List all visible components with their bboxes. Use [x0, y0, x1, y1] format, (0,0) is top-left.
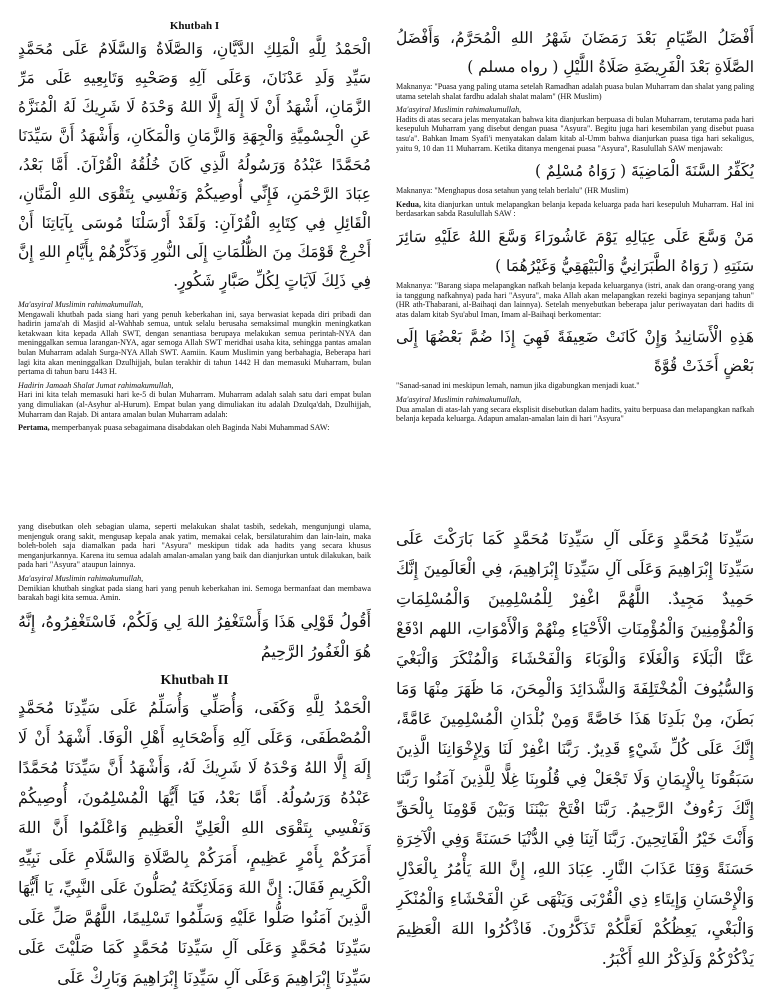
salutation-3: Ma'asyiral Muslimin rahimakumullah,: [396, 105, 522, 115]
salutation-5: Ma'asyiral Muslimin rahimakumullah,: [18, 573, 144, 583]
arabic-opening-text: الْحَمْدُ لِلَّهِ الْمَلِكِ الدَّيَّانِ، وَالصَّلَاةُ وَالسَّلَامُ عَلَى مُحَمَّدٍ سَيِّدِ وَلَدِ عَدْنَانَ، وَعَلَى آلِهِ وَصَحْبِهِ وَتَابِعِيهِ عَلَى مَرِّ الزَّمَانِ، أَشْهَدُ أَنْ لَا إِلَهَ إِلَّا اللهُ وَحْدَهُ لَا شَرِيكَ لَهُ الْمُنَزَّهُ عَنِ الْجِسْمِيَّةِ وَالْجِهَةِ وَالزَّمَانِ وَالْمَكَانِ، وَأَشْهَدُ أَنَّ سَيِّدَنَا مُحَمَّدًا عَبْدُهُ وَرَسُولُهُ الَّذِي كَانَ خُلُقُهُ الْقُرْآنَ. أَمَّا بَعْدُ، عِبَادَ الرَّحْمَنِ، فَإِنِّي أُوصِيكُمْ وَنَفْسِي بِتَقْوَى اللهِ الْمَنَّانِ، الْقَائِلِ فِي كِتَابِهِ الْقُرْآنِ: وَلَقَدْ أَرْسَلْنَا مُوسَى بِآيَاتِنَا أَنْ أَخْرِجْ قَوْمَكَ مِنَ الظُّلُمَاتِ إِلَى النُّورِ وَذَكِّرْهُمْ بِأَيَّامِ اللهِ إِنَّ فِي ذَلِكَ لَآيَاتٍ لِكُلِّ صَبَّارٍ شَكُورٍ.: [18, 40, 371, 290]
paragraph-5-text: kita dianjurkan untuk melapangkan belanja kepada keluarga pada hari kesepuluh Muharram. Hal ini berdasarkan sabda Rasulullah SAW :: [396, 199, 754, 219]
salutation-1: Ma'asyiral Muslimin rahimakumullah,: [18, 300, 144, 309]
column-bottom-right: [396, 524, 754, 994]
hadith-2-arabic: يُكَفِّرُ السَّنَةَ الْمَاضِيَةَ ( رَوَاهُ مُسْلِمٌ ): [534, 162, 754, 181]
hadith-3-meaning: Maknanya: "Barang siapa melapangkan nafkah belanja kepada keluarganya (istri, anak dan orang-orang yang ia tanggung nafkahnya) pada hari "Asyura", maka Allah akan melapangkan rezeki baginya sepanjang tahun" (HR ath-Thabarani, al-Baihaqi dan lainnya). Setelah menyebutkan beberapa jalur periwayatan dari hadits di atas dalam kitab Syu'abul Iman, Imam al-Baihaqi berkomentar:: [396, 280, 754, 319]
doa-arabic: سَيِّدِنَا مُحَمَّدٍ وَعَلَى آلِ سَيِّدِنَا مُحَمَّدٍ كَمَا بَارَكْتَ عَلَى سَيِّدِنَا إِبْرَاهِيمَ وَعَلَى آلِ سَيِّدِنَا إِبْرَاهِيمَ، فِي الْعَالَمِينَ إِنَّكَ حَمِيدٌ مَجِيدٌ. اللَّهُمَّ اغْفِرْ لِلْمُسْلِمِينَ وَالْمُسْلِمَاتِ وَالْمُؤْمِنِينَ وَالْمُؤْمِنَاتِ الْأَحْيَاءِ مِنْهُمْ وَالْأَمْوَاتِ، اللهم ادْفَعْ عَنَّا الْبَلَاءَ وَالْغَلَاءَ وَالْوَبَاءَ وَالْفَحْشَاءَ وَالْمُنْكَرَ وَالْبَغْيَ وَالسُّيُوفَ الْمُخْتَلِفَةَ وَالشَّدَائِدَ وَالْمِحَنَ، مَا ظَهَرَ مِنْهَا وَمَا بَطَنَ، مِنْ بَلَدِنَا هَذَا خَاصَّةً وَمِنْ بُلْدَانِ الْمُسْلِمِينَ عَامَّةً، إِنَّكَ عَلَى كُلِّ شَيْءٍ قَدِيرٌ. رَبَّنَا اغْفِرْ لَنَا وَلِإِخْوَانِنَا الَّذِينَ سَبَقُونَا بِالْإِيمَانِ وَلَا تَجْعَلْ فِي قُلُوبِنَا غِلًّا لِلَّذِينَ آمَنُوا رَبَّنَا إِنَّكَ رَءُوفٌ الرَّحِيمُ. رَبَّنَا افْتَحْ بَيْنَنَا وَبَيْنَ قَوْمِنَا بِالْحَقِّ وَأَنْتَ خَيْرُ الْفَاتِحِينَ. رَبَّنَا آتِنَا فِي الدُّنْيَا حَسَنَةً وَفِي الْآخِرَةِ حَسَنَةً وَقِنَا عَذَابَ النَّارِ. عِبَادَ اللهِ، إِنَّ اللهَ يَأْمُرُ بِالْعَدْلِ وَالْإِحْسَانِ وَإِيتَاءِ ذِي الْقُرْبَى وَيَنْهَى عَنِ الْفَحْشَاءِ وَالْمُنْكَرِ وَالْبَغْيِ، يَعِظُكُمْ لَعَلَّكُمْ تَذَكَّرُونَ. فَاذْكُرُوا اللهَ الْعَظِيمَ يَذْكُرْكُمْ وَلَذِكْرُ اللهِ أَكْبَرُ.: [396, 529, 754, 968]
paragraph-3: [18, 423, 371, 433]
hadith-3-arabic: مَنْ وَسَّعَ عَلَى عِيَالِهِ يَوْمَ عَاشُورَاءَ وَسَّعَ اللهُ عَلَيْهِ سَائِرَ سَنَتِهِ ( رَوَاهُ الطَّبَرَانِيُّ وَالْبَيْهَقِيُّ وَغَيْرُهُمَا ): [396, 227, 754, 275]
paragraph-7: yang disebutkan oleh sebagian ulama, seperti melakukan shalat tasbih, sedekah, mengunjungi ulama, menjenguk orang sakit, mengusap kepala anak yatim, memakai celak, bersilaturahim dan lain-lain, maka boleh-boleh saja diamalkan pada hari "Asyura" meskipun tidak ada hadits yang secara khusus menganjurkannya. Karena itu semua adalah amalan-amalan yang baik dan dianjurkan untuk dilakukan, baik pada hari "Asyura" ataupun lainnya.: [18, 522, 371, 570]
hadith-1-meaning: Maknanya: "Puasa yang paling utama setelah Ramadhan adalah puasa bulan Muharram dan shalat yang paling utama setelah shalat fardhu adalah shalat malam" (HR Muslim): [396, 82, 754, 101]
paragraph-5-lead: Kedua,: [396, 199, 421, 209]
baihaqi-quote-arabic: هَذِهِ الْأَسَانِيدُ وَإِنْ كَانَتْ ضَعِيفَةً فَهِيَ إِذَا ضُمَّ بَعْضُهَا إِلَى بَعْضٍ أَخَذَتْ قُوَّةً: [396, 328, 754, 376]
paragraph-6: Dua amalan di atas-lah yang secara eksplisit disebutkan dalam hadits, yaitu berpuasa dan melapangkan nafkah belanja kepada keluarga. Adapun amalan-amalan lain di hari "Asyura": [396, 404, 754, 424]
paragraph-8: Demikian khutbah singkat pada siang hari yang penuh keberkahan ini. Semoga bermanfaat dan membawa barakah bagi kita semua. Amin.: [18, 583, 371, 603]
paragraph-3-lead: Pertama,: [18, 423, 50, 433]
khutbah-2-arabic: الْحَمْدُ لِلَّهِ وَكَفَى، وَأُصَلِّي وَأُسَلِّمُ عَلَى سَيِّدِنَا مُحَمَّدٍ الْمُصْطَفَى، وَعَلَى آلِهِ وَأَصْحَابِهِ أَهْلِ الْوَفَا. أَشْهَدُ أَنْ لَا إِلَهَ إِلَّا اللهُ وَحْدَهُ لَا شَرِيكَ لَهُ، وَأَشْهَدُ أَنَّ سَيِّدَنَا مُحَمَّدًا عَبْدُهُ وَرَسُولُهُ. أَمَّا بَعْدُ، فَيَا أَيُّهَا الْمُسْلِمُونَ، أُوصِيكُمْ وَنَفْسِي بِتَقْوَى اللهِ الْعَلِيِّ الْعَظِيمِ وَاعْلَمُوا أَنَّ اللهَ أَمَرَكُمْ بِأَمْرٍ عَظِيمٍ، أَمَرَكُمْ بِالصَّلَاةِ وَالسَّلَامِ عَلَى نَبِيِّهِ الْكَرِيمِ فَقَالَ: إِنَّ اللهَ وَمَلَائِكَتَهُ يُصَلُّونَ عَلَى النَّبِيِّ، يَا أَيُّهَا الَّذِينَ آمَنُوا صَلُّوا عَلَيْهِ وَسَلِّمُوا تَسْلِيمًا، اللَّهُمَّ صَلِّ عَلَى سَيِّدِنَا مُحَمَّدٍ وَعَلَى آلِ سَيِّدِنَا مُحَمَّدٍ كَمَا صَلَّيْتَ عَلَى سَيِّدِنَا إِبْرَاهِيمَ وَعَلَى آلِ سَيِّدِنَا إِبْرَاهِيمَ وَبَارِكْ عَلَى: [18, 697, 371, 987]
paragraph-1: Mengawali khutbah pada siang hari yang penuh keberkahan ini, saya berwasiat kepada diri pribadi dan hadirin jama'ah di Masjid al-Wahhab semua, untuk selalu berusaha semaksimal mungkin meningkatkan ketakwaan kita kepada Allah SWT, dengan senantiasa berupaya melakukan semua perintah-NYA dan meninggalkan semua larangan-NYA, agar semoga Allah SWT meridhai usaha kita, sehingga pantas amalan bulan Muharram adalah Surga-NYA Allah SWT. Aamiin. Kaum Muslimin yang berbahagia, Beberapa hari lagi kita akan meninggalkan Dzulhijjah, bulan terakhir di tahun 1442 H dan memasuki Muharram, bulan pertama di tahun baru 1443 H.: [18, 309, 371, 377]
paragraph-2: Hari ini kita telah memasuki hari ke-5 di bulan Muharram. Muharram adalah salah satu dari empat bulan yang dimuliakan (al-Asyhur al-Hurum). Empat bulan yang dimuliakan itu adalah Dzulqa'dah, Dzulhijjah, Muharram dan Rajab. Di antara amalan bulan Muharram adalah:: [18, 390, 371, 419]
baihaqi-quote-meaning: "Sanad-sanad ini meskipun lemah, namun jika digabungkan menjadi kuat.": [396, 381, 640, 391]
khutbah-2-title: Khutbah II: [160, 672, 229, 688]
column-top-left: [18, 20, 371, 458]
hadith-1-arabic: أَفْضَلُ الصِّيَامِ بَعْدَ رَمَضَانَ شَهْرُ اللهِ الْمُحَرَّمُ، وَأَفْضَلُ الصَّلَاةِ بَعْدَ الْفَرِيضَةِ صَلَاةُ اللَّيْلِ ( رواه مسلم ): [396, 29, 754, 76]
khutbah-1-title: Khutbah I: [169, 20, 220, 32]
paragraph-5: [396, 200, 754, 219]
closing-arabic: أَقُولُ قَوْلِي هَذَا وَأَسْتَغْفِرُ اللهَ لِي وَلَكُمْ، فَاسْتَغْفِرُوهُ، إِنَّهُ هُوَ الْغَفُورُ الرَّحِيمُ: [18, 611, 371, 661]
salutation-4: Ma'asyiral Muslimin rahimakumullah,: [396, 394, 522, 404]
column-top-right: [396, 24, 754, 458]
salutation-2: Hadirin Jamaah Shalat Jumat rahimakumullah,: [18, 380, 174, 390]
paragraph-4: Hadits di atas secara jelas menyatakan bahwa kita dianjurkan berpuasa di bulan Muharram, terutama pada hari kesepuluh Muharram yang disebut dengan puasa "Asyura". Begitu juga hari kesembilan yang disebut puasa tasu'a". Bahkan Imam Syafi'i menyatakan dalam kitab al-Umm bahwa dianjurkan puasa tiga hari sekaligus, yaitu 9, 10 dan 11 Muharram. Ketika ditanya mengenai puasa "Asyura", Rasulullah SAW menjawab:: [396, 114, 754, 153]
column-bottom-left: [18, 522, 371, 992]
paragraph-3-text: memperbanyak puasa sebagaimana disabdakan oleh Baginda Nabi Muhammad SAW:: [49, 423, 330, 433]
hadith-2-meaning: Maknanya: "Menghapus dosa setahun yang telah berlalu" (HR Muslim): [396, 186, 629, 196]
